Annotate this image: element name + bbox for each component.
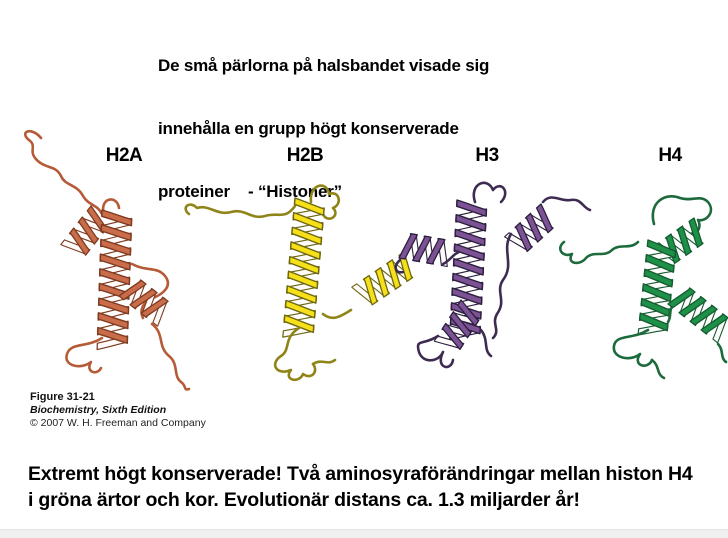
h2a-structure — [5, 122, 205, 392]
h3-helix-upper-right — [505, 204, 559, 256]
protein-label-h4: H4 — [658, 145, 682, 166]
h4-helix-lower-right — [668, 284, 728, 343]
h4-n-tail — [560, 242, 638, 263]
protein-diagram-h4 — [554, 146, 728, 396]
h2b-connector — [323, 310, 351, 318]
protein-label-h2b: H2B — [286, 145, 324, 166]
header-line-1: De små pärlorna på halsbandet visade sig — [158, 56, 490, 75]
bottom-edge — [0, 529, 728, 538]
footer-line-2: i gröna ärtor och kor. Evolutionär distans ca. 1.3 miljarder år! — [28, 489, 580, 511]
h4-structure — [554, 146, 728, 396]
footer-text — [28, 461, 718, 513]
protein-label-h3: H3 — [475, 145, 499, 166]
header-line-2: innehålla en grupp högt konserverade — [158, 119, 459, 138]
h2a-helix-central — [97, 210, 132, 351]
h4-c-tail-2 — [718, 344, 726, 362]
h3-c-tail — [481, 330, 491, 356]
h2b-bottom-loop — [275, 328, 315, 380]
protein-label-h2a: H2A — [105, 145, 143, 166]
protein-diagram-h2b — [183, 128, 418, 398]
h2b-c-tail — [313, 360, 335, 364]
h3-top-loop — [474, 183, 505, 202]
protein-diagram-h2a — [5, 122, 205, 392]
caption-book-title: Biochemistry, Sixth Edition — [30, 404, 167, 416]
h3-right-strand — [493, 234, 511, 338]
caption-copyright: © 2007 W. H. Freeman and Company — [30, 417, 206, 429]
h4-bottom-loop — [614, 330, 652, 366]
h4-c-tail-1 — [652, 360, 664, 378]
h2b-helix-central — [283, 198, 325, 340]
footer-line-1: Extremt högt konserverade! Två aminosyraförändringar mellan histon H4 — [28, 463, 693, 485]
header-line-3: proteiner - “Histoner” — [158, 182, 342, 201]
h3-left-hook — [396, 260, 403, 272]
h4-helix-central — [638, 240, 676, 338]
h2a-bottom-left-loop — [66, 338, 102, 372]
h3-helix-left — [399, 232, 452, 266]
figure-caption — [30, 391, 206, 430]
h2b-structure — [183, 128, 418, 398]
h2a-n-tail — [25, 131, 102, 214]
caption-figure-label: Figure 31-21 — [30, 391, 95, 403]
h2b-n-tail — [186, 205, 295, 217]
